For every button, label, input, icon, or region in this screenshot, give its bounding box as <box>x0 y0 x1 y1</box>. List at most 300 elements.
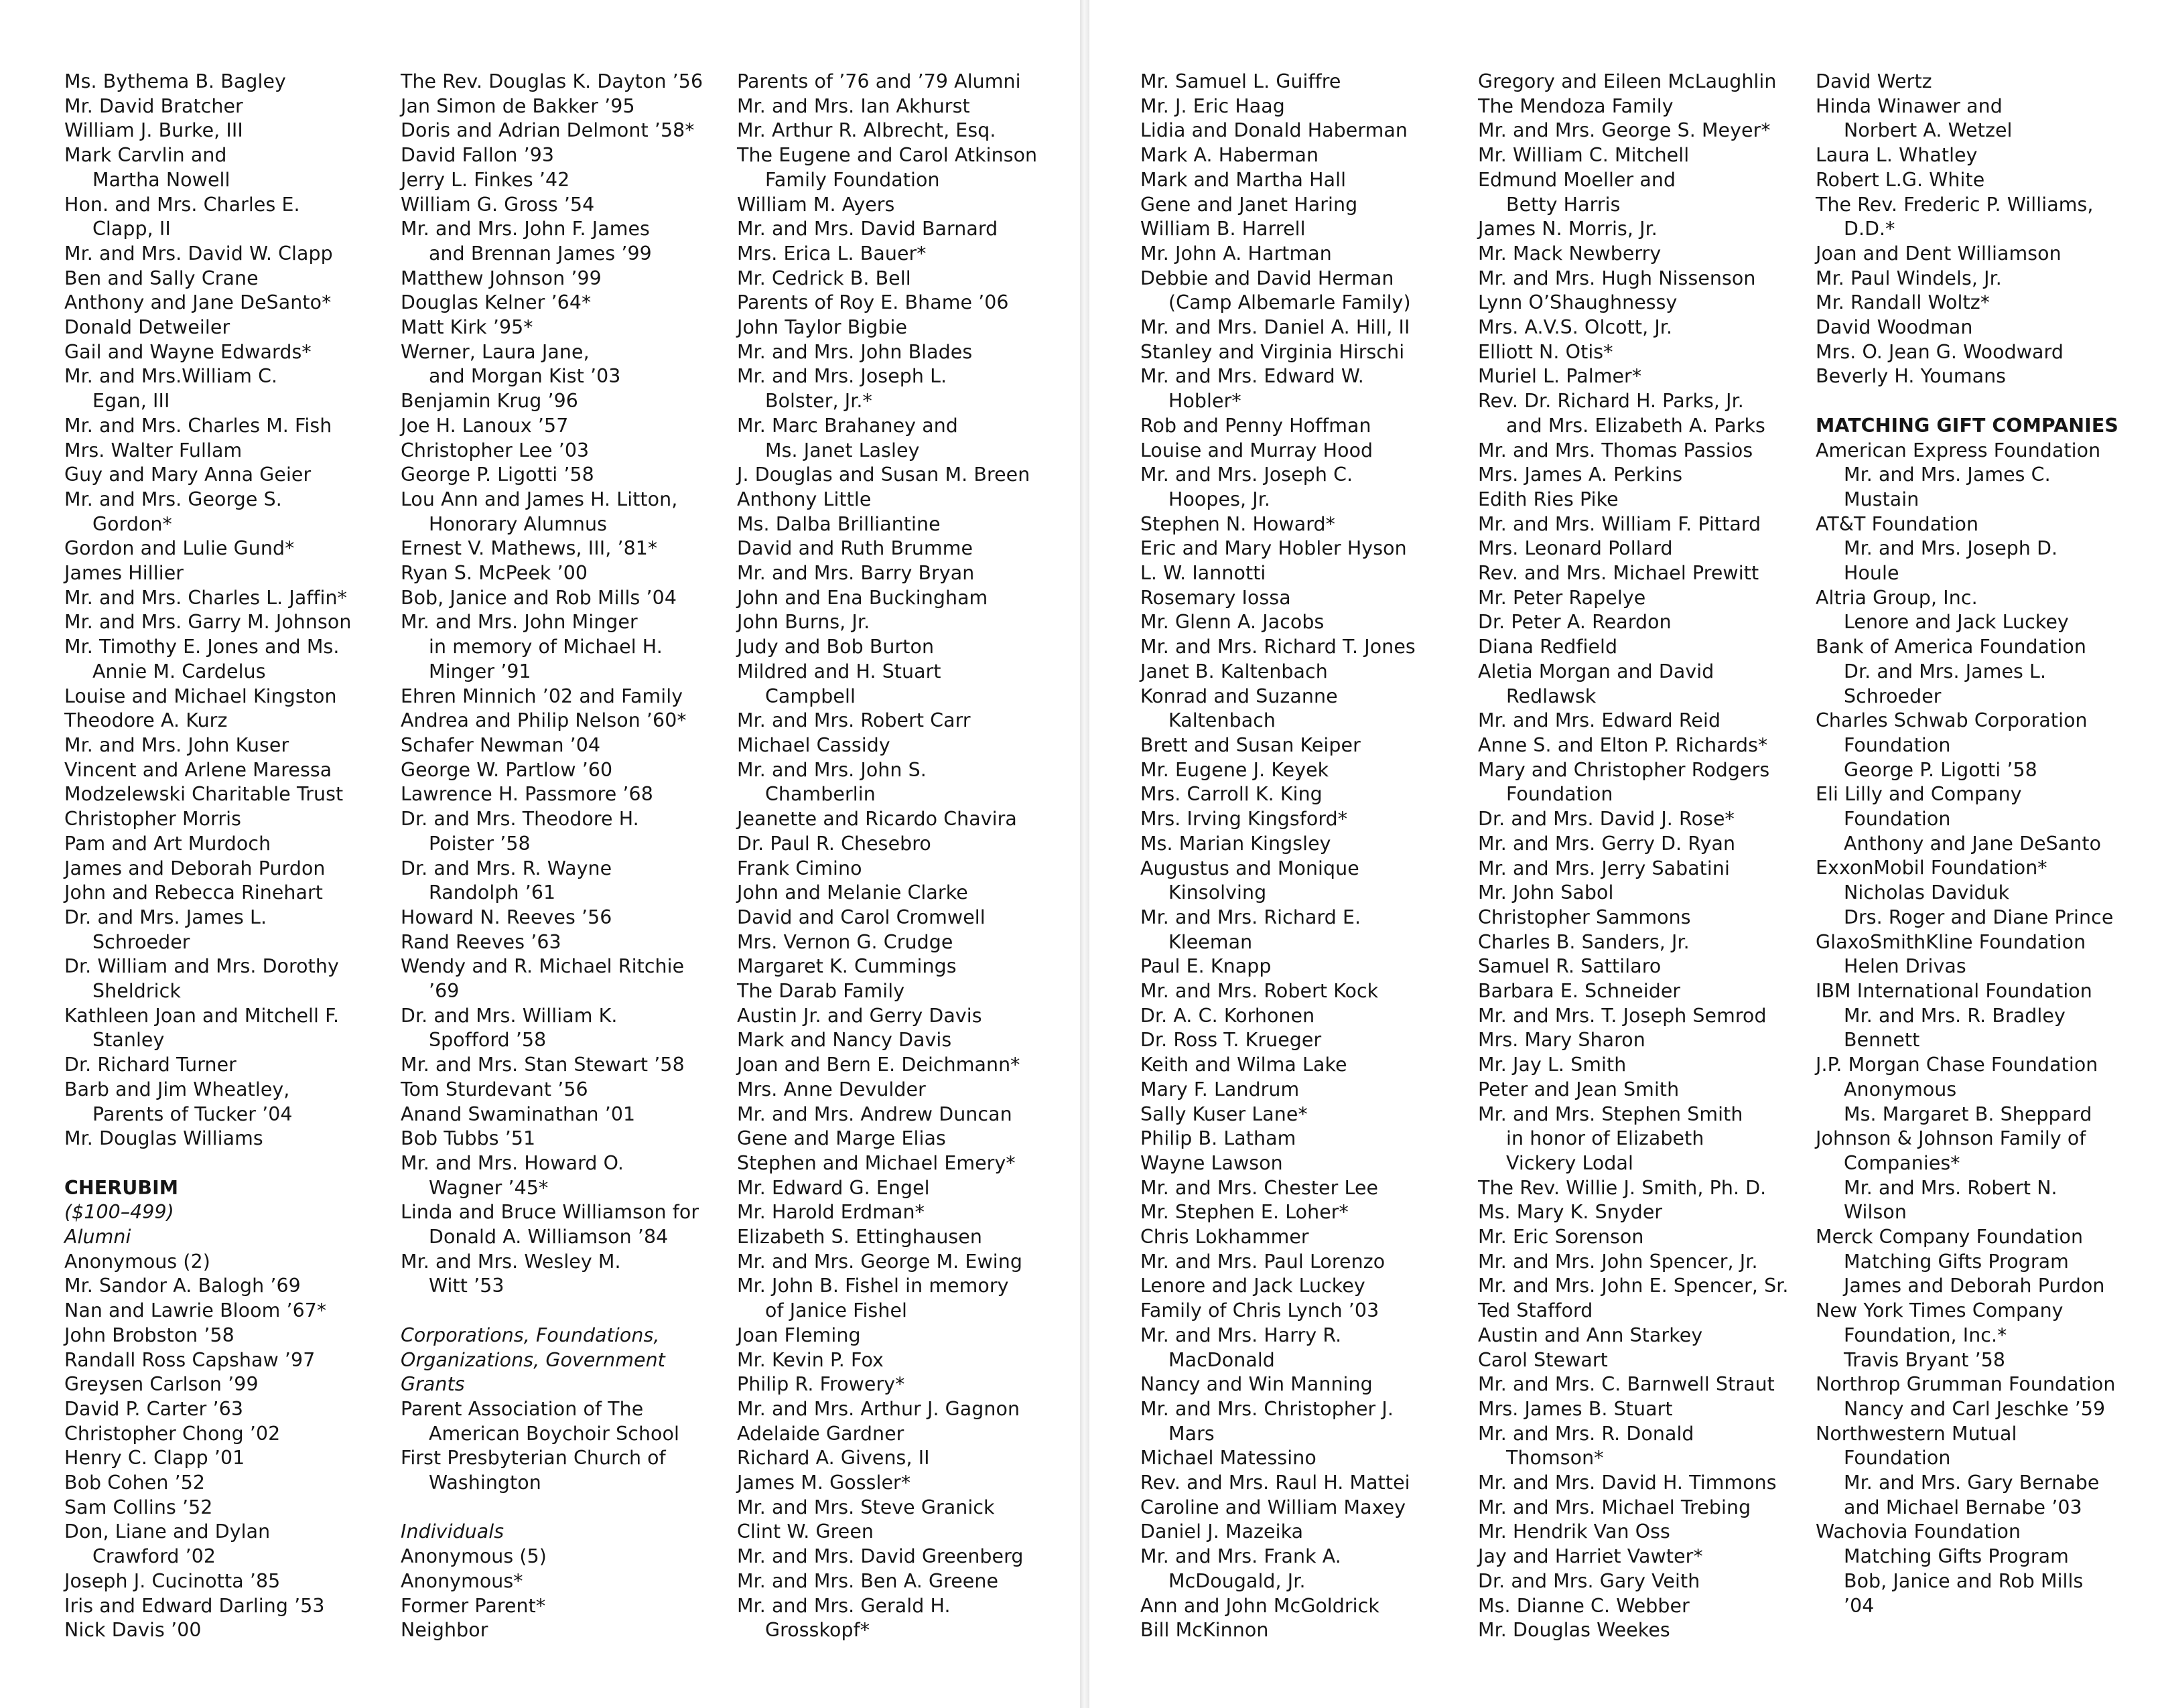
donor-line-continuation: Foundation <box>1844 808 1951 831</box>
donor-line-continuation: ’69 <box>429 980 460 1003</box>
donor-line: Mark and Nancy Davis <box>737 1029 952 1052</box>
donor-line-continuation: Houle <box>1844 562 1899 585</box>
donor-line: Mr. and Mrs. David W. Clapp <box>64 242 333 265</box>
donor-line: Mr. and Mrs. George M. Ewing <box>737 1250 1022 1273</box>
donor-line: Dr. and Mrs. Theodore H. <box>401 808 639 831</box>
donor-line: Philip B. Latham <box>1140 1127 1296 1150</box>
donor-line: IBM International Foundation <box>1816 980 2092 1002</box>
donor-line: Mr. and Mrs. Richard T. Jones <box>1140 636 1416 658</box>
donor-line: Mr. Douglas Williams <box>64 1127 263 1150</box>
donor-line-continuation: Dr. and Mrs. James L. <box>1844 660 2047 683</box>
donor-line: Bill McKinnon <box>1140 1619 1269 1642</box>
donor-line-continuation: Martha Nowell <box>92 168 230 191</box>
donor-line: Parents of Roy E. Bhame ’06 <box>737 291 1009 314</box>
donor-line: Hon. and Mrs. Charles E. <box>64 193 300 216</box>
donor-line: Anthony Little <box>737 488 872 510</box>
donor-line: Anonymous* <box>401 1569 523 1592</box>
donor-line: Northwestern Mutual <box>1816 1422 2017 1445</box>
donor-line: Barbara E. Schneider <box>1478 980 1681 1003</box>
donor-line: Gordon and Lulie Gund* <box>64 537 295 560</box>
donor-line: Guy and Mary Anna Geier <box>64 464 312 486</box>
donor-column-6 <box>1816 70 2136 1618</box>
donor-line: Michael Matessino <box>1140 1447 1317 1470</box>
donor-line-continuation: Mustain <box>1844 488 1919 510</box>
donor-line: Wachovia Foundation <box>1816 1520 2021 1543</box>
donor-line: Aletia Morgan and David <box>1478 660 1714 683</box>
donor-line: Mr. and Mrs. Harry R. <box>1140 1324 1342 1346</box>
donor-line: Austin Jr. and Gerry Davis <box>737 1004 982 1027</box>
donor-line: David and Carol Cromwell <box>737 906 986 928</box>
donor-line: Don, Liane and Dylan <box>64 1520 271 1543</box>
donor-line: Joan Fleming <box>737 1324 861 1346</box>
donor-line: Muriel L. Palmer* <box>1478 365 1642 388</box>
donor-line: John and Ena Buckingham <box>737 586 988 609</box>
donor-line: Dr. Richard Turner <box>64 1054 237 1076</box>
donor-line: Ms. Dianne C. Webber <box>1478 1594 1690 1617</box>
book-gutter <box>1080 0 1089 1708</box>
donor-line-continuation: Mr. and Mrs. Robert N. <box>1844 1176 2057 1199</box>
donor-line: John Burns, Jr. <box>737 611 870 634</box>
donor-line: Mr. Cedrick B. Bell <box>737 267 911 289</box>
donor-line-continuation: Helen Drivas <box>1844 955 1966 978</box>
donor-line: Nick Davis ’00 <box>64 1619 202 1642</box>
donor-line: Mr. Jay L. Smith <box>1478 1054 1627 1076</box>
donor-line: James and Deborah Purdon <box>64 857 326 879</box>
donor-line: Mr. Randall Woltz* <box>1816 291 1990 314</box>
donor-line: James M. Gossler* <box>737 1472 911 1494</box>
donor-line: James Hillier <box>64 562 184 585</box>
donor-line: Mrs. A.V.S. Olcott, Jr. <box>1478 316 1673 339</box>
donor-line: David Woodman <box>1816 316 1973 339</box>
donor-line: Hinda Winawer and <box>1816 94 2003 117</box>
donor-line-continuation: Witt ’53 <box>429 1275 504 1297</box>
donor-line: Mr. and Mrs. Andrew Duncan <box>737 1102 1012 1125</box>
donor-line: Joseph J. Cucinotta ’85 <box>64 1569 281 1592</box>
donor-line: Mr. and Mrs. Michael Trebing <box>1478 1496 1751 1518</box>
donor-line: Dr. A. C. Korhonen <box>1140 1004 1315 1027</box>
donor-line: Eli Lilly and Company <box>1816 783 2022 806</box>
donor-line: Ted Stafford <box>1478 1299 1593 1322</box>
donor-line-continuation: Washington <box>429 1472 541 1494</box>
donor-line: Peter and Jean Smith <box>1478 1078 1680 1100</box>
section-spacer <box>401 1299 721 1324</box>
donor-line-continuation: Betty Harris <box>1506 193 1621 216</box>
donor-line: American Express Foundation <box>1816 439 2101 461</box>
subsection-heading: Alumni <box>64 1226 131 1249</box>
donor-line: Mr. and Mrs. John E. Spencer, Sr. <box>1478 1275 1789 1297</box>
donor-line: Mr. and Mrs. Gerry D. Ryan <box>1478 832 1736 855</box>
donor-line-continuation: of Janice Fishel <box>765 1299 908 1322</box>
subsection-heading: Individuals <box>401 1520 504 1543</box>
donor-line: Wayne Lawson <box>1140 1151 1283 1174</box>
donor-line: Mr. John A. Hartman <box>1140 242 1332 265</box>
donor-line: Mr. and Mrs. Richard E. <box>1140 906 1361 928</box>
donor-line-continuation: Bob, Janice and Rob Mills <box>1844 1569 2084 1592</box>
section-spacer <box>64 1151 385 1176</box>
donor-line: Parent Association of The <box>401 1397 644 1420</box>
donor-line-continuation: Anthony and Jane DeSanto <box>1844 832 2102 855</box>
donor-line: Pam and Art Murdoch <box>64 832 271 855</box>
donor-line: Mr. and Mrs. John F. James <box>401 218 650 240</box>
donor-line: Christopher Chong ’02 <box>64 1422 281 1445</box>
donor-line-continuation: George P. Ligotti ’58 <box>1844 758 2037 781</box>
donor-line: Mrs. O. Jean G. Woodward <box>1816 340 2064 363</box>
donor-line: Dr. and Mrs. David J. Rose* <box>1478 808 1735 831</box>
donor-line-continuation: Minger ’91 <box>429 660 531 683</box>
donor-line: Mrs. Anne Devulder <box>737 1078 926 1100</box>
donor-line: Theodore A. Kurz <box>64 709 228 732</box>
donor-line-continuation: Bolster, Jr.* <box>765 390 872 413</box>
donor-line: Mr. and Mrs. Barry Bryan <box>737 562 975 585</box>
donor-line-continuation: Honorary Alumnus <box>429 512 607 535</box>
donor-line: Randall Ross Capshaw ’97 <box>64 1348 316 1371</box>
donor-line-continuation: Spofford ’58 <box>429 1029 547 1052</box>
donor-line: Dr. and Mrs. James L. <box>64 906 267 928</box>
donor-line: Mr. Arthur R. Albrecht, Esq. <box>737 119 996 142</box>
donor-line: Mr. Paul Windels, Jr. <box>1816 267 2002 289</box>
donor-line: Keith and Wilma Lake <box>1140 1054 1347 1076</box>
donor-line: Sally Kuser Lane* <box>1140 1102 1308 1125</box>
subsection-heading: Organizations, Government <box>401 1348 665 1371</box>
right-page <box>1089 0 2160 1708</box>
donor-line: Nancy and Win Manning <box>1140 1373 1373 1396</box>
donor-line: Stanley and Virginia Hirschi <box>1140 340 1405 363</box>
donor-line: Northrop Grumman Foundation <box>1816 1373 2116 1396</box>
donor-line-continuation: D.D.* <box>1844 218 1895 240</box>
donor-line: Jerry L. Finkes ’42 <box>401 168 570 191</box>
donor-line: Bob, Janice and Rob Mills ’04 <box>401 586 677 609</box>
donor-line: Mr. Marc Brahaney and <box>737 414 958 437</box>
donor-line: Mrs. James A. Perkins <box>1478 464 1683 486</box>
donor-line: The Darab Family <box>737 980 905 1003</box>
donor-line-continuation: and Brennan James ’99 <box>429 242 652 265</box>
donor-line-continuation: Redlawsk <box>1506 685 1597 707</box>
donor-line: Mr. and Mrs. John Spencer, Jr. <box>1478 1250 1758 1273</box>
donor-line-continuation: Companies* <box>1844 1151 1960 1174</box>
donor-line: Edith Ries Pike <box>1478 488 1619 510</box>
donor-line-continuation: and Michael Bernabe ’03 <box>1844 1496 2082 1518</box>
donor-line: Dr. Ross T. Krueger <box>1140 1029 1322 1052</box>
donor-line: AT&T Foundation <box>1816 512 1979 535</box>
donor-line-continuation: Donald A. Williamson ’84 <box>429 1226 669 1249</box>
donor-line: Parents of ’76 and ’79 Alumni <box>737 70 1021 92</box>
donor-line: Iris and Edward Darling ’53 <box>64 1594 325 1617</box>
donor-line-continuation: Mr. and Mrs. James C. <box>1844 464 2051 486</box>
donor-line: Mrs. Vernon G. Crudge <box>737 930 953 953</box>
donor-line: James N. Morris, Jr. <box>1478 218 1658 240</box>
donor-line-continuation: Ms. Margaret B. Sheppard <box>1844 1102 2092 1125</box>
donor-line: Robert L.G. White <box>1816 168 1985 191</box>
donor-line: Adelaide Gardner <box>737 1422 904 1445</box>
donor-line-continuation: Mr. and Mrs. Gary Bernabe <box>1844 1472 2100 1494</box>
donor-line: Bob Tubbs ’51 <box>401 1127 536 1150</box>
donor-line: Mr. and Mrs. William F. Pittard <box>1478 512 1761 535</box>
donor-line: Mr. and Mrs. Chester Lee <box>1140 1176 1379 1199</box>
donor-line-continuation: James and Deborah Purdon <box>1844 1275 2105 1297</box>
donor-line-continuation: Poister ’58 <box>429 832 531 855</box>
donor-line: Chris Lokhammer <box>1140 1226 1309 1249</box>
donor-line-continuation: in honor of Elizabeth <box>1506 1127 1704 1150</box>
donor-line: Werner, Laura Jane, <box>401 340 590 363</box>
donor-line: Vincent and Arlene Maressa <box>64 758 332 781</box>
subsection-heading: ($100–499) <box>64 1201 174 1224</box>
donor-line: Dr. William and Mrs. Dorothy <box>64 955 339 978</box>
donor-line-continuation: American Boychoir School <box>429 1422 679 1445</box>
donor-line-continuation: Bennett <box>1844 1029 1920 1052</box>
donor-line: Mr. and Mrs. Charles M. Fish <box>64 414 332 437</box>
donor-line: Rand Reeves ’63 <box>401 930 561 953</box>
donor-line: Mr. and Mrs. George S. <box>64 488 282 510</box>
donor-line: Benjamin Krug ’96 <box>401 390 578 413</box>
donor-line-continuation: Lenore and Jack Luckey <box>1844 611 2069 634</box>
donor-line: Rosemary Iossa <box>1140 586 1291 609</box>
donor-line-continuation: Travis Bryant ’58 <box>1844 1348 2006 1371</box>
donor-line: Anonymous (2) <box>64 1250 210 1273</box>
donor-line: Mr. and Mrs. Christopher J. <box>1140 1397 1394 1420</box>
donor-line: Mrs. James B. Stuart <box>1478 1397 1673 1420</box>
donor-line: Mr. and Mrs. Edward Reid <box>1478 709 1721 732</box>
donor-line: Samuel R. Sattilaro <box>1478 955 1662 978</box>
donor-line: Mr. and Mrs. Robert Carr <box>737 709 971 732</box>
donor-line: John Taylor Bigbie <box>737 316 908 339</box>
donor-line: Mr. John B. Fishel in memory <box>737 1275 1009 1297</box>
donor-line-continuation: Parents of Tucker ’04 <box>92 1102 293 1125</box>
donor-line: Mr. Hendrik Van Oss <box>1478 1520 1670 1543</box>
donor-line: Anthony and Jane DeSanto* <box>64 291 332 314</box>
donor-line: Dr. and Mrs. William K. <box>401 1004 618 1027</box>
donor-line: Judy and Bob Burton <box>737 636 935 658</box>
donor-line: Mr. and Mrs. John S. <box>737 758 927 781</box>
donor-line-continuation: Kleeman <box>1168 930 1253 953</box>
donor-line: Mr. and Mrs. Stan Stewart ’58 <box>401 1054 685 1076</box>
donor-line: Christopher Lee ’03 <box>401 439 590 461</box>
donor-line: Mr. and Mrs. Garry M. Johnson <box>64 611 352 634</box>
donor-line: Doris and Adrian Delmont ’58* <box>401 119 695 142</box>
donor-line: Mr. and Mrs. Steve Granick <box>737 1496 995 1518</box>
donor-line: Matthew Johnson ’99 <box>401 267 602 289</box>
donor-line-continuation: and Mrs. Elizabeth A. Parks <box>1506 414 1765 437</box>
donor-line: Joan and Bern E. Deichmann* <box>737 1054 1020 1076</box>
donor-line: New York Times Company <box>1816 1299 2064 1322</box>
donor-line: Family of Chris Lynch ’03 <box>1140 1299 1379 1322</box>
donor-line-continuation: and Morgan Kist ’03 <box>429 365 621 388</box>
donor-line: Linda and Bruce Williamson for <box>401 1201 699 1224</box>
donor-line: Austin and Ann Starkey <box>1478 1324 1703 1346</box>
donor-line: Mr. David Bratcher <box>64 94 243 117</box>
donor-line: Elliott N. Otis* <box>1478 340 1613 363</box>
donor-line: Mrs. Leonard Pollard <box>1478 537 1673 560</box>
donor-line: Ms. Dalba Brilliantine <box>737 512 941 535</box>
donor-line: Mr. Mack Newberry <box>1478 242 1662 265</box>
donor-line-continuation: Chamberlin <box>765 783 876 806</box>
donor-line: J. Douglas and Susan M. Breen <box>737 464 1030 486</box>
donor-line: Donald Detweiler <box>64 316 230 339</box>
donor-line: Mr. and Mrs. David Greenberg <box>737 1545 1024 1568</box>
donor-line: David Wertz <box>1816 70 1932 92</box>
donor-line-continuation: Norbert A. Wetzel <box>1844 119 2013 142</box>
donor-line-continuation: Kinsolving <box>1168 881 1267 904</box>
donor-column-2 <box>401 70 721 1643</box>
donor-line: Richard A. Givens, II <box>737 1447 930 1470</box>
donor-line: Sam Collins ’52 <box>64 1496 213 1518</box>
donor-column-3 <box>737 70 1057 1643</box>
donor-line: Mrs. Walter Fullam <box>64 439 243 461</box>
donor-line-continuation: Matching Gifts Program <box>1844 1545 2069 1568</box>
donor-line-continuation: (Camp Albemarle Family) <box>1168 291 1411 314</box>
donor-line: First Presbyterian Church of <box>401 1447 666 1470</box>
donor-line: Ms. Mary K. Snyder <box>1478 1201 1663 1224</box>
donor-line: William M. Ayers <box>737 193 895 216</box>
section-spacer <box>401 1496 721 1520</box>
donor-line: Altria Group, Inc. <box>1816 586 1978 609</box>
donor-line: Tom Sturdevant ’56 <box>401 1078 588 1100</box>
donor-line: Mr. Stephen E. Loher* <box>1140 1201 1349 1224</box>
donor-line: Mr. Harold Erdman* <box>737 1201 925 1224</box>
donor-line: Mr. and Mrs. Wesley M. <box>401 1250 621 1273</box>
donor-line: Mr. and Mrs. Arthur J. Gagnon <box>737 1397 1020 1420</box>
donor-line: William B. Harrell <box>1140 218 1306 240</box>
donor-line: Rev. and Mrs. Michael Prewitt <box>1478 562 1759 585</box>
donor-line-continuation: Foundation <box>1506 783 1613 806</box>
donor-line: J.P. Morgan Chase Foundation <box>1816 1054 2098 1076</box>
donor-line: Henry C. Clapp ’01 <box>64 1447 245 1470</box>
donor-line: Mr. and Mrs. Daniel A. Hill, II <box>1140 316 1410 339</box>
donor-line: Margaret K. Cummings <box>737 955 957 978</box>
donor-line-continuation: Mr. and Mrs. Joseph D. <box>1844 537 2058 560</box>
donor-line: Mr. Douglas Weekes <box>1478 1619 1670 1642</box>
donor-line: Janet B. Kaltenbach <box>1140 660 1328 683</box>
donor-line: John and Melanie Clarke <box>737 881 968 904</box>
donor-line: John Brobston ’58 <box>64 1324 234 1346</box>
donor-line: Mr. John Sabol <box>1478 881 1614 904</box>
donor-line: Mrs. Irving Kingsford* <box>1140 808 1348 831</box>
donor-line-continuation: Annie M. Cardelus <box>92 660 266 683</box>
donor-line-continuation: Vickery Lodal <box>1506 1151 1633 1174</box>
donor-line-continuation: Campbell <box>765 685 856 707</box>
donor-line: Stephen N. Howard* <box>1140 512 1335 535</box>
donor-line: The Rev. Willie J. Smith, Ph. D. <box>1478 1176 1767 1199</box>
donor-column-1 <box>64 70 385 1643</box>
donor-line: Mr. and Mrs. Edward W. <box>1140 365 1364 388</box>
donor-line-continuation: Drs. Roger and Diane Prince <box>1844 906 2114 928</box>
donor-line-continuation: in memory of Michael H. <box>429 636 663 658</box>
donor-line: Debbie and David Herman <box>1140 267 1394 289</box>
donor-line: Mr. and Mrs. Ian Akhurst <box>737 94 970 117</box>
donor-line: Rob and Penny Hoffman <box>1140 414 1371 437</box>
donor-line: Mrs. Carroll K. King <box>1140 783 1323 806</box>
donor-line: Anne S. and Elton P. Richards* <box>1478 733 1768 756</box>
donor-line: Johnson & Johnson Family of <box>1816 1127 2086 1150</box>
donor-line: Douglas Kelner ’64* <box>401 291 592 314</box>
donor-line: Mr. Eric Sorenson <box>1478 1226 1644 1249</box>
donor-line: Jay and Harriet Vawter* <box>1478 1545 1703 1568</box>
donor-line: Charles B. Sanders, Jr. <box>1478 930 1690 953</box>
donor-line: Mr. and Mrs. Robert Kock <box>1140 980 1379 1003</box>
donor-line: Louise and Murray Hood <box>1140 439 1373 461</box>
donor-line: Ehren Minnich ’02 and Family <box>401 685 683 707</box>
donor-line: Ben and Sally Crane <box>64 267 259 289</box>
donor-line: Rev. Dr. Richard H. Parks, Jr. <box>1478 390 1744 413</box>
donor-line: Mr. and Mrs. R. Donald <box>1478 1422 1694 1445</box>
donor-line-continuation: Crawford ’02 <box>92 1545 216 1568</box>
donor-line: Gregory and Eileen McLaughlin <box>1478 70 1777 92</box>
donor-line: Louise and Michael Kingston <box>64 685 337 707</box>
donor-line: Kathleen Joan and Mitchell F. <box>64 1004 340 1027</box>
donor-line: Lawrence H. Passmore ’68 <box>401 783 653 806</box>
donor-line: Howard N. Reeves ’56 <box>401 906 612 928</box>
donor-line: Anonymous (5) <box>401 1545 547 1568</box>
donor-line-continuation: Mr. and Mrs. R. Bradley <box>1844 1004 2066 1027</box>
donor-line: Augustus and Monique <box>1140 857 1359 879</box>
donor-line: Stephen and Michael Emery* <box>737 1151 1016 1174</box>
donor-line-continuation: Anonymous <box>1844 1078 1957 1100</box>
donor-line-continuation: Foundation, Inc.* <box>1844 1324 2007 1346</box>
donor-line: Lenore and Jack Luckey <box>1140 1275 1365 1297</box>
donor-line-continuation: Hoopes, Jr. <box>1168 488 1270 510</box>
donor-line: Gene and Janet Haring <box>1140 193 1358 216</box>
donor-line-continuation: Schroeder <box>92 930 190 953</box>
subsection-heading: Grants <box>401 1373 465 1396</box>
donor-line-continuation: Clapp, II <box>92 218 171 240</box>
donor-line-continuation: Egan, III <box>92 390 170 413</box>
donor-line-continuation: Gordon* <box>92 512 172 535</box>
donor-line-continuation: Foundation <box>1844 733 1951 756</box>
donor-line: Mr. Sandor A. Balogh ’69 <box>64 1275 301 1297</box>
donor-line: Charles Schwab Corporation <box>1816 709 2088 732</box>
donor-line: Wendy and R. Michael Ritchie <box>401 955 685 978</box>
donor-line: Mr. and Mrs. John Kuser <box>64 733 289 756</box>
section-heading: MATCHING GIFT COMPANIES <box>1816 414 2118 437</box>
donor-line: Merck Company Foundation <box>1816 1226 2084 1249</box>
donor-line: Edmund Moeller and <box>1478 168 1676 191</box>
donor-line: The Eugene and Carol Atkinson <box>737 144 1038 167</box>
donor-line: Mr. Edward G. Engel <box>737 1176 930 1199</box>
donor-line: Frank Cimino <box>737 857 862 879</box>
donor-line: Joe H. Lanoux ’57 <box>401 414 569 437</box>
donor-line: Mr. and Mrs. Paul Lorenzo <box>1140 1250 1386 1273</box>
donor-line-continuation: Nancy and Carl Jeschke ’59 <box>1844 1397 2106 1420</box>
donor-line-continuation: Randolph ’61 <box>429 881 556 904</box>
donor-line: Dr. and Mrs. Gary Veith <box>1478 1569 1700 1592</box>
donor-line-continuation: Kaltenbach <box>1168 709 1276 732</box>
donor-line: The Rev. Frederic P. Williams, <box>1816 193 2094 216</box>
donor-line: Greysen Carlson ’99 <box>64 1373 259 1396</box>
donor-line: Mr. and Mrs. Frank A. <box>1140 1545 1341 1568</box>
donor-line: Bob Cohen ’52 <box>64 1472 206 1494</box>
donor-line: Mr. and Mrs. David Barnard <box>737 218 998 240</box>
donor-line: Mr. Kevin P. Fox <box>737 1348 884 1371</box>
donor-line-continuation: Hobler* <box>1168 390 1241 413</box>
donor-line: Mr. and Mrs. Gerald H. <box>737 1594 951 1617</box>
donor-line: Gail and Wayne Edwards* <box>64 340 312 363</box>
donor-line: Caroline and William Maxey <box>1140 1496 1406 1518</box>
donor-line: Daniel J. Mazeika <box>1140 1520 1304 1543</box>
donor-line: Neighbor <box>401 1619 488 1642</box>
donor-line: Christopher Morris <box>64 808 242 831</box>
donor-line: Dr. and Mrs. R. Wayne <box>401 857 612 879</box>
donor-line-continuation: MacDonald <box>1168 1348 1275 1371</box>
donor-line: David Fallon ’93 <box>401 144 555 167</box>
donor-line: Mr. J. Eric Haag <box>1140 94 1285 117</box>
donor-line: Laura L. Whatley <box>1816 144 1978 167</box>
donor-line: Bank of America Foundation <box>1816 636 2086 658</box>
donor-line-continuation: Ms. Janet Lasley <box>765 439 920 461</box>
donor-line: Lou Ann and James H. Litton, <box>401 488 678 510</box>
donor-line: Ms. Marian Kingsley <box>1140 832 1331 855</box>
donor-line-continuation: Schroeder <box>1844 685 1942 707</box>
donor-line: William G. Gross ’54 <box>401 193 595 216</box>
donor-line: Mr. Peter Rapelye <box>1478 586 1646 609</box>
